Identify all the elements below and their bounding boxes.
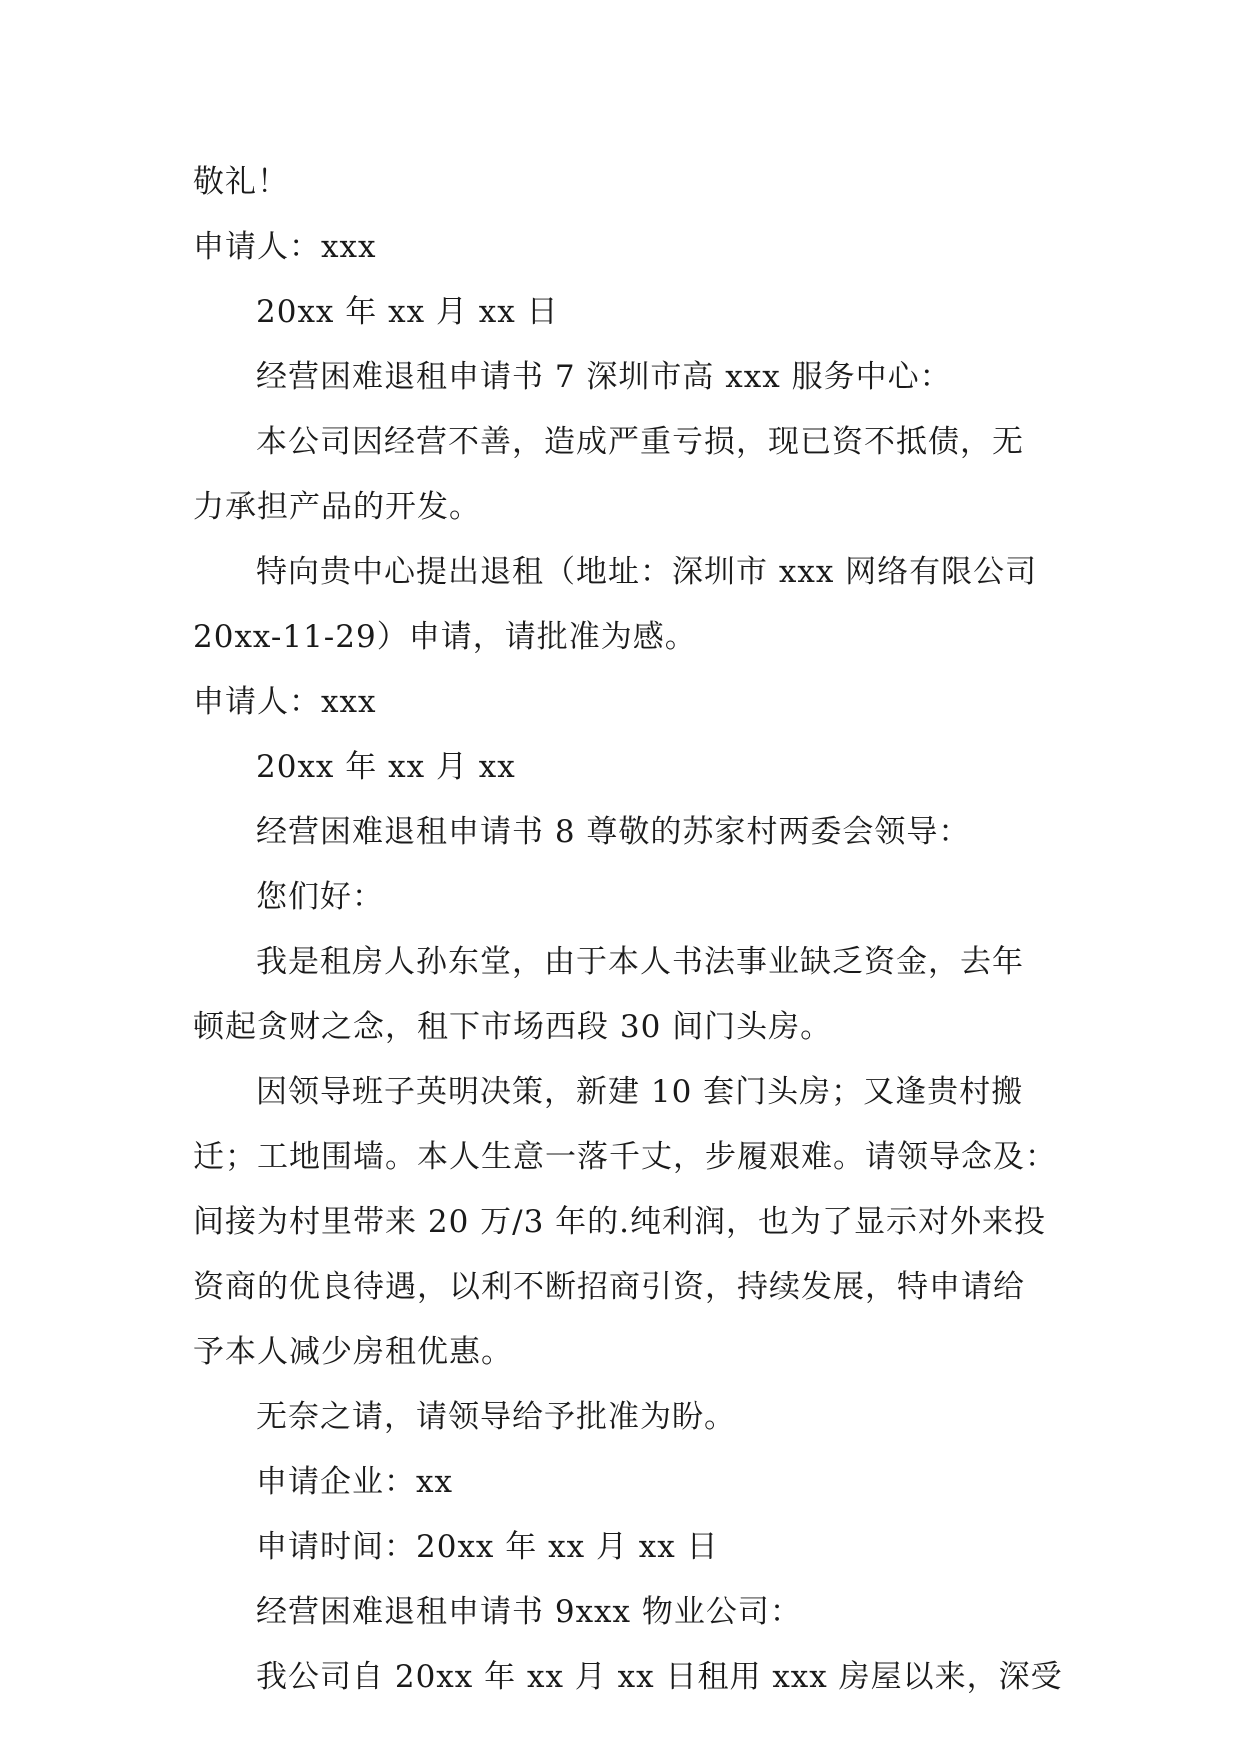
text-line: 经营困难退租申请书 7 深圳市高 xxx 服务中心： bbox=[256, 359, 952, 395]
text-line: 申请时间：20xx 年 xx 月 xx 日 bbox=[256, 1529, 719, 1565]
text-line: 20xx 年 xx 月 xx 日 bbox=[256, 294, 559, 330]
text-line: 我公司自 20xx 年 xx 月 xx 日租用 xxx 房屋以来，深受 bbox=[256, 1659, 1063, 1695]
text-line: 申请企业：xx bbox=[256, 1464, 453, 1500]
text-line: 经营困难退租申请书 8 尊敬的苏家村两委会领导： bbox=[256, 814, 971, 850]
text-line: 特向贵中心提出退租（地址：深圳市 xxx 网络有限公司 bbox=[256, 554, 1038, 590]
text-line: 我是租房人孙东堂，由于本人书法事业缺乏资金，去年 bbox=[256, 944, 1024, 980]
text-line: 间接为村里带来 20 万/3 年的.纯利润，也为了显示对外来投 bbox=[193, 1204, 1047, 1240]
text-line: 您们好： bbox=[256, 879, 384, 915]
text-line: 敬礼！ bbox=[193, 164, 289, 200]
text-line: 本公司因经营不善，造成严重亏损，现已资不抵债，无 bbox=[256, 424, 1024, 460]
text-line: 申请人：xxx bbox=[193, 684, 377, 720]
text-line: 顿起贪财之念，租下市场西段 30 间门头房。 bbox=[193, 1009, 833, 1045]
text-line: 予本人减少房租优惠。 bbox=[193, 1334, 513, 1370]
text-line: 20xx 年 xx 月 xx bbox=[256, 749, 516, 785]
text-line: 无奈之请，请领导给予批准为盼。 bbox=[256, 1399, 736, 1435]
text-line: 力承担产品的开发。 bbox=[193, 489, 481, 525]
text-line: 迁；工地围墙。本人生意一落千丈，步履艰难。请领导念及： bbox=[193, 1139, 1057, 1175]
text-line: 资商的优良待遇，以利不断招商引资，持续发展，特申请给 bbox=[193, 1269, 1025, 1305]
text-line: 因领导班子英明决策，新建 10 套门头房；又逢贵村搬 bbox=[256, 1074, 1024, 1110]
text-line: 经营困难退租申请书 9xxx 物业公司： bbox=[256, 1594, 802, 1630]
text-line: 20xx-11-29）申请，请批准为感。 bbox=[193, 619, 697, 655]
document-page bbox=[193, 150, 1063, 1710]
text-line: 申请人：xxx bbox=[193, 229, 377, 265]
